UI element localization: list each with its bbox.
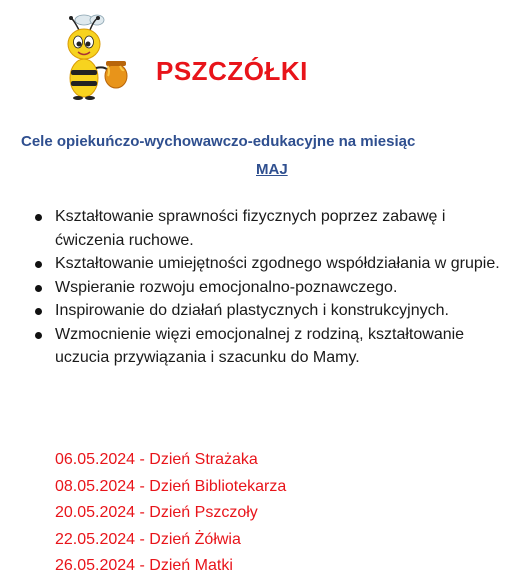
goal-item <box>34 323 518 370</box>
event-item: 08.05.2024 - Dzień Bibliotekarza <box>55 477 287 495</box>
goal-item <box>34 299 518 323</box>
goal-item <box>34 276 518 300</box>
event-item: 06.05.2024 - Dzień Strażaka <box>55 451 258 468</box>
event-item: 22.05.2024 - Dzień Żółwia <box>55 530 241 548</box>
goals-subtitle: Cele opiekuńczo-wychowawczo-edukacyjne na miesiąc <box>21 133 416 150</box>
goal-text: Wspieranie rozwoju emocjonalno-poznawczego. <box>55 278 398 296</box>
bullet-icon <box>35 214 42 221</box>
bee-mascot-icon <box>62 14 128 100</box>
bullet-icon <box>35 261 42 268</box>
goal-item <box>34 252 518 276</box>
group-name-title: PSZCZÓŁKI <box>156 56 308 86</box>
bullet-icon <box>35 285 42 292</box>
event-item: 20.05.2024 - Dzień Pszczoły <box>55 504 258 522</box>
goal-text: Kształtowanie umiejętności zgodnego współdziałania w grupie. <box>55 255 500 272</box>
month-label: MAJ <box>256 161 288 178</box>
bullet-icon <box>35 332 42 339</box>
goal-text: Wzmocnienie więzi emocjonalnej z rodziną, kształtowanie uczucia przywiązania i szacunku do Mamy. <box>55 325 465 366</box>
goal-text: Inspirowanie do działań plastycznych i konstrukcyjnych. <box>55 302 449 319</box>
goals-list <box>34 205 518 370</box>
goal-item <box>34 205 518 252</box>
event-item: 26.05.2024 - Dzień Matki <box>55 557 233 575</box>
goal-text: Kształtowanie sprawności fizycznych poprzez zabawę i ćwiczenia ruchowe. <box>55 208 446 249</box>
events-list <box>55 447 286 580</box>
bullet-icon <box>35 308 42 315</box>
